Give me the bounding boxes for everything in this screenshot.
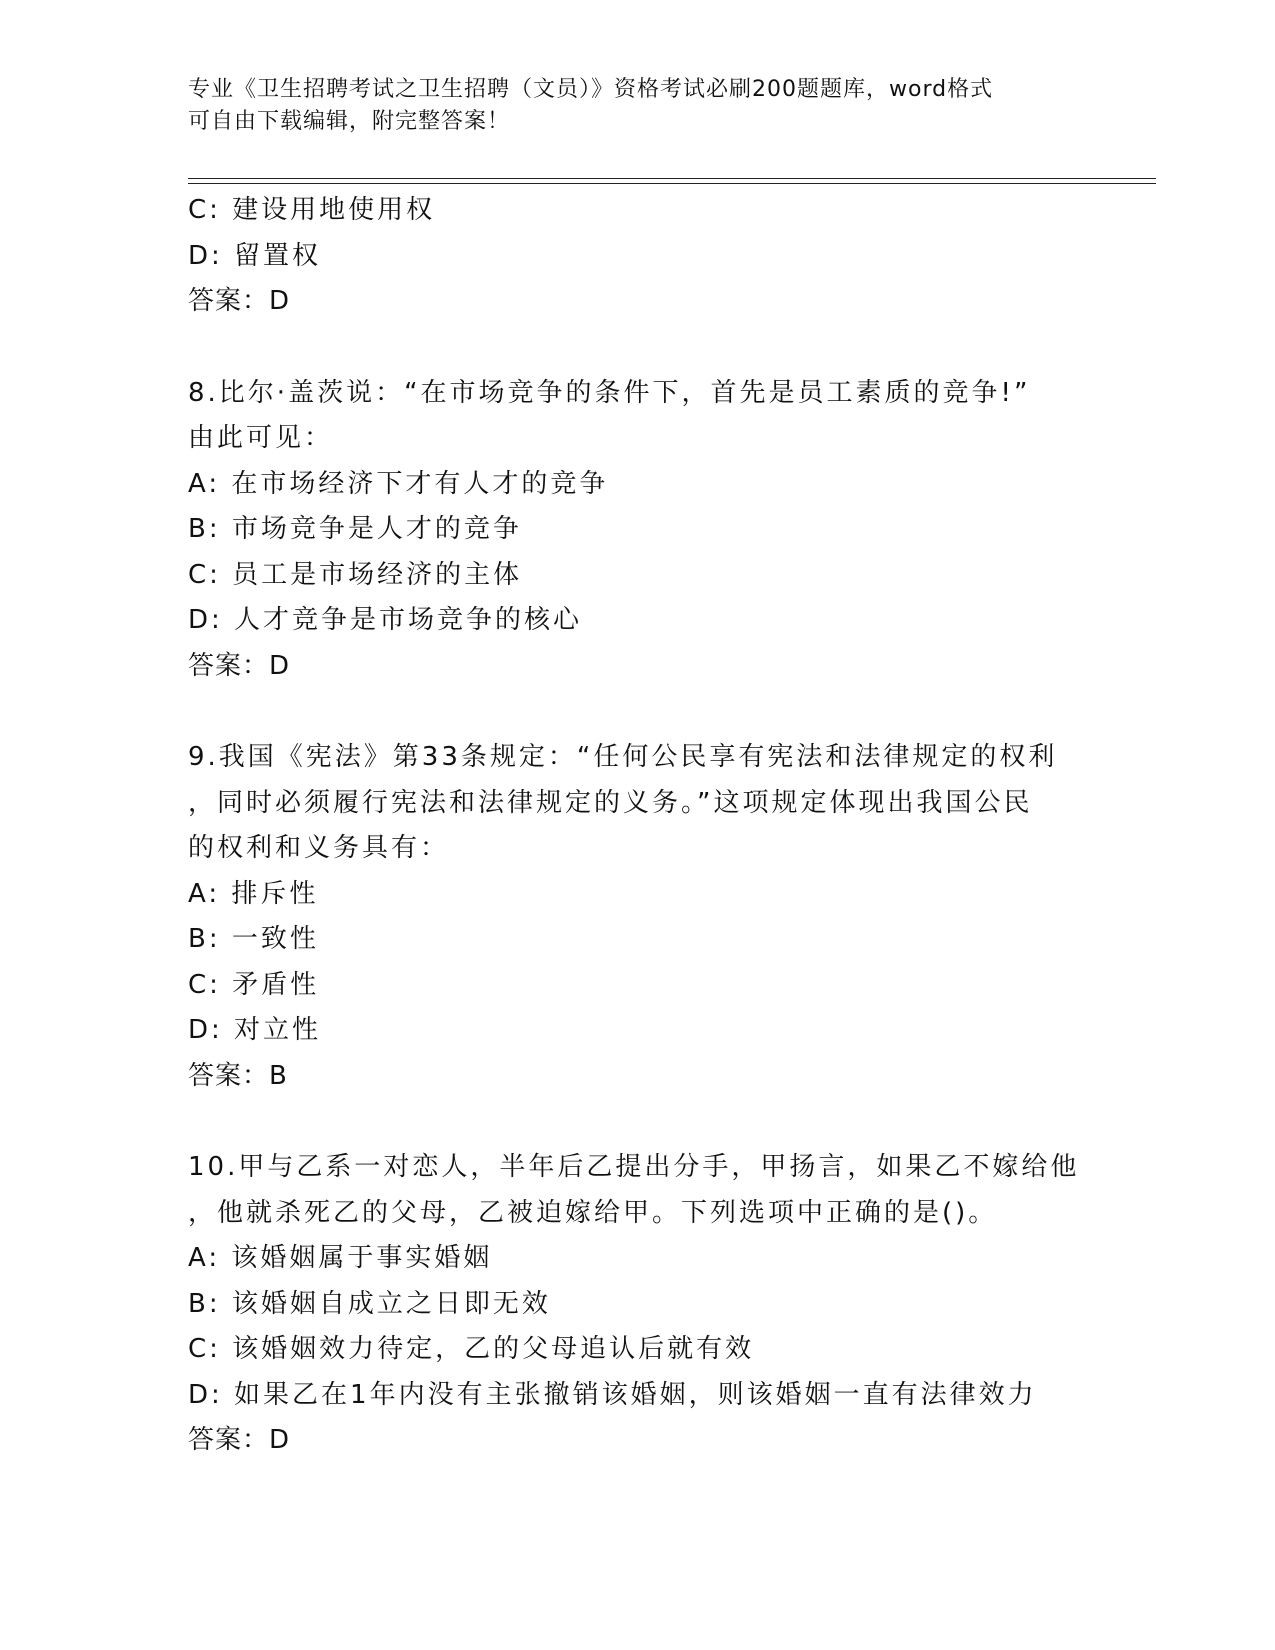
header-title-line-2: 可自由下载编辑，附完整答案！ [188, 109, 511, 134]
document-header [188, 74, 1068, 138]
question-8-stem [188, 371, 1088, 462]
question-10-stem [188, 1145, 1088, 1236]
question-8-stem-line-2: 由此可见： [188, 423, 334, 453]
spacer [188, 1099, 1088, 1145]
question-8 [188, 371, 1088, 690]
header-divider-bottom [188, 183, 1156, 184]
question-7 [188, 188, 1088, 325]
question-10-option-d: D: 如果乙在1年内没有主张撤销该婚姻，则该婚姻一直有法律效力 [188, 1379, 1037, 1410]
question-7-option-c: C: 建设用地使用权 [188, 195, 436, 225]
question-8-answer: 答案：D [188, 650, 291, 681]
question-9-option-d: D: 对立性 [188, 1015, 322, 1045]
question-9-stem-line-2: ，同时必须履行宪法和法律规定的义务。”这项规定体现出我国公民 [188, 787, 1033, 818]
question-9-option-a: A: 排斥性 [188, 878, 319, 909]
header-title-line-1: 专业《卫生招聘考试之卫生招聘（文员）》资格考试必刷200题题库，word格式 [188, 77, 994, 102]
question-10-stem-line-2: ，他就杀死乙的父母，乙被迫嫁给甲。下列选项中正确的是()。 [188, 1197, 998, 1228]
question-9-stem [188, 735, 1088, 872]
question-10 [188, 1145, 1088, 1464]
question-list [188, 188, 1088, 1464]
question-7-option-d: D: 留置权 [188, 240, 322, 271]
question-8-option-c: C: 员工是市场经济的主体 [188, 559, 523, 590]
question-10-option-c: C: 该婚姻效力待定，乙的父母追认后就有效 [188, 1334, 755, 1364]
question-9 [188, 735, 1088, 1099]
spacer [188, 689, 1088, 735]
question-8-stem-line-1: 8.比尔·盖茨说：“在市场竞争的条件下，首先是员工素质的竞争!” [188, 377, 1031, 408]
question-10-stem-line-1: 10.甲与乙系一对恋人，半年后乙提出分手，甲扬言，如果乙不嫁给他 [188, 1152, 1080, 1182]
question-7-answer: 答案：D [188, 286, 291, 316]
question-9-option-b: B: 一致性 [188, 924, 319, 954]
question-9-stem-line-1: 9.我国《宪法》第33条规定：“任何公民享有宪法和法律规定的权利 [188, 742, 1058, 772]
question-8-option-a: A: 在市场经济下才有人才的竞争 [188, 468, 609, 499]
spacer [188, 325, 1088, 371]
question-9-stem-line-3: 的权利和义务具有： [188, 833, 450, 863]
question-10-answer: 答案：D [188, 1425, 291, 1455]
question-8-option-d: D: 人才竞争是市场竞争的核心 [188, 605, 583, 635]
question-9-option-c: C: 矛盾性 [188, 969, 320, 1000]
question-9-answer: 答案：B [188, 1060, 288, 1091]
question-10-option-b: B: 该婚姻自成立之日即无效 [188, 1288, 551, 1319]
header-divider-top [188, 178, 1156, 179]
question-8-option-b: B: 市场竞争是人才的竞争 [188, 514, 522, 544]
question-10-option-a: A: 该婚姻属于事实婚姻 [188, 1243, 493, 1273]
